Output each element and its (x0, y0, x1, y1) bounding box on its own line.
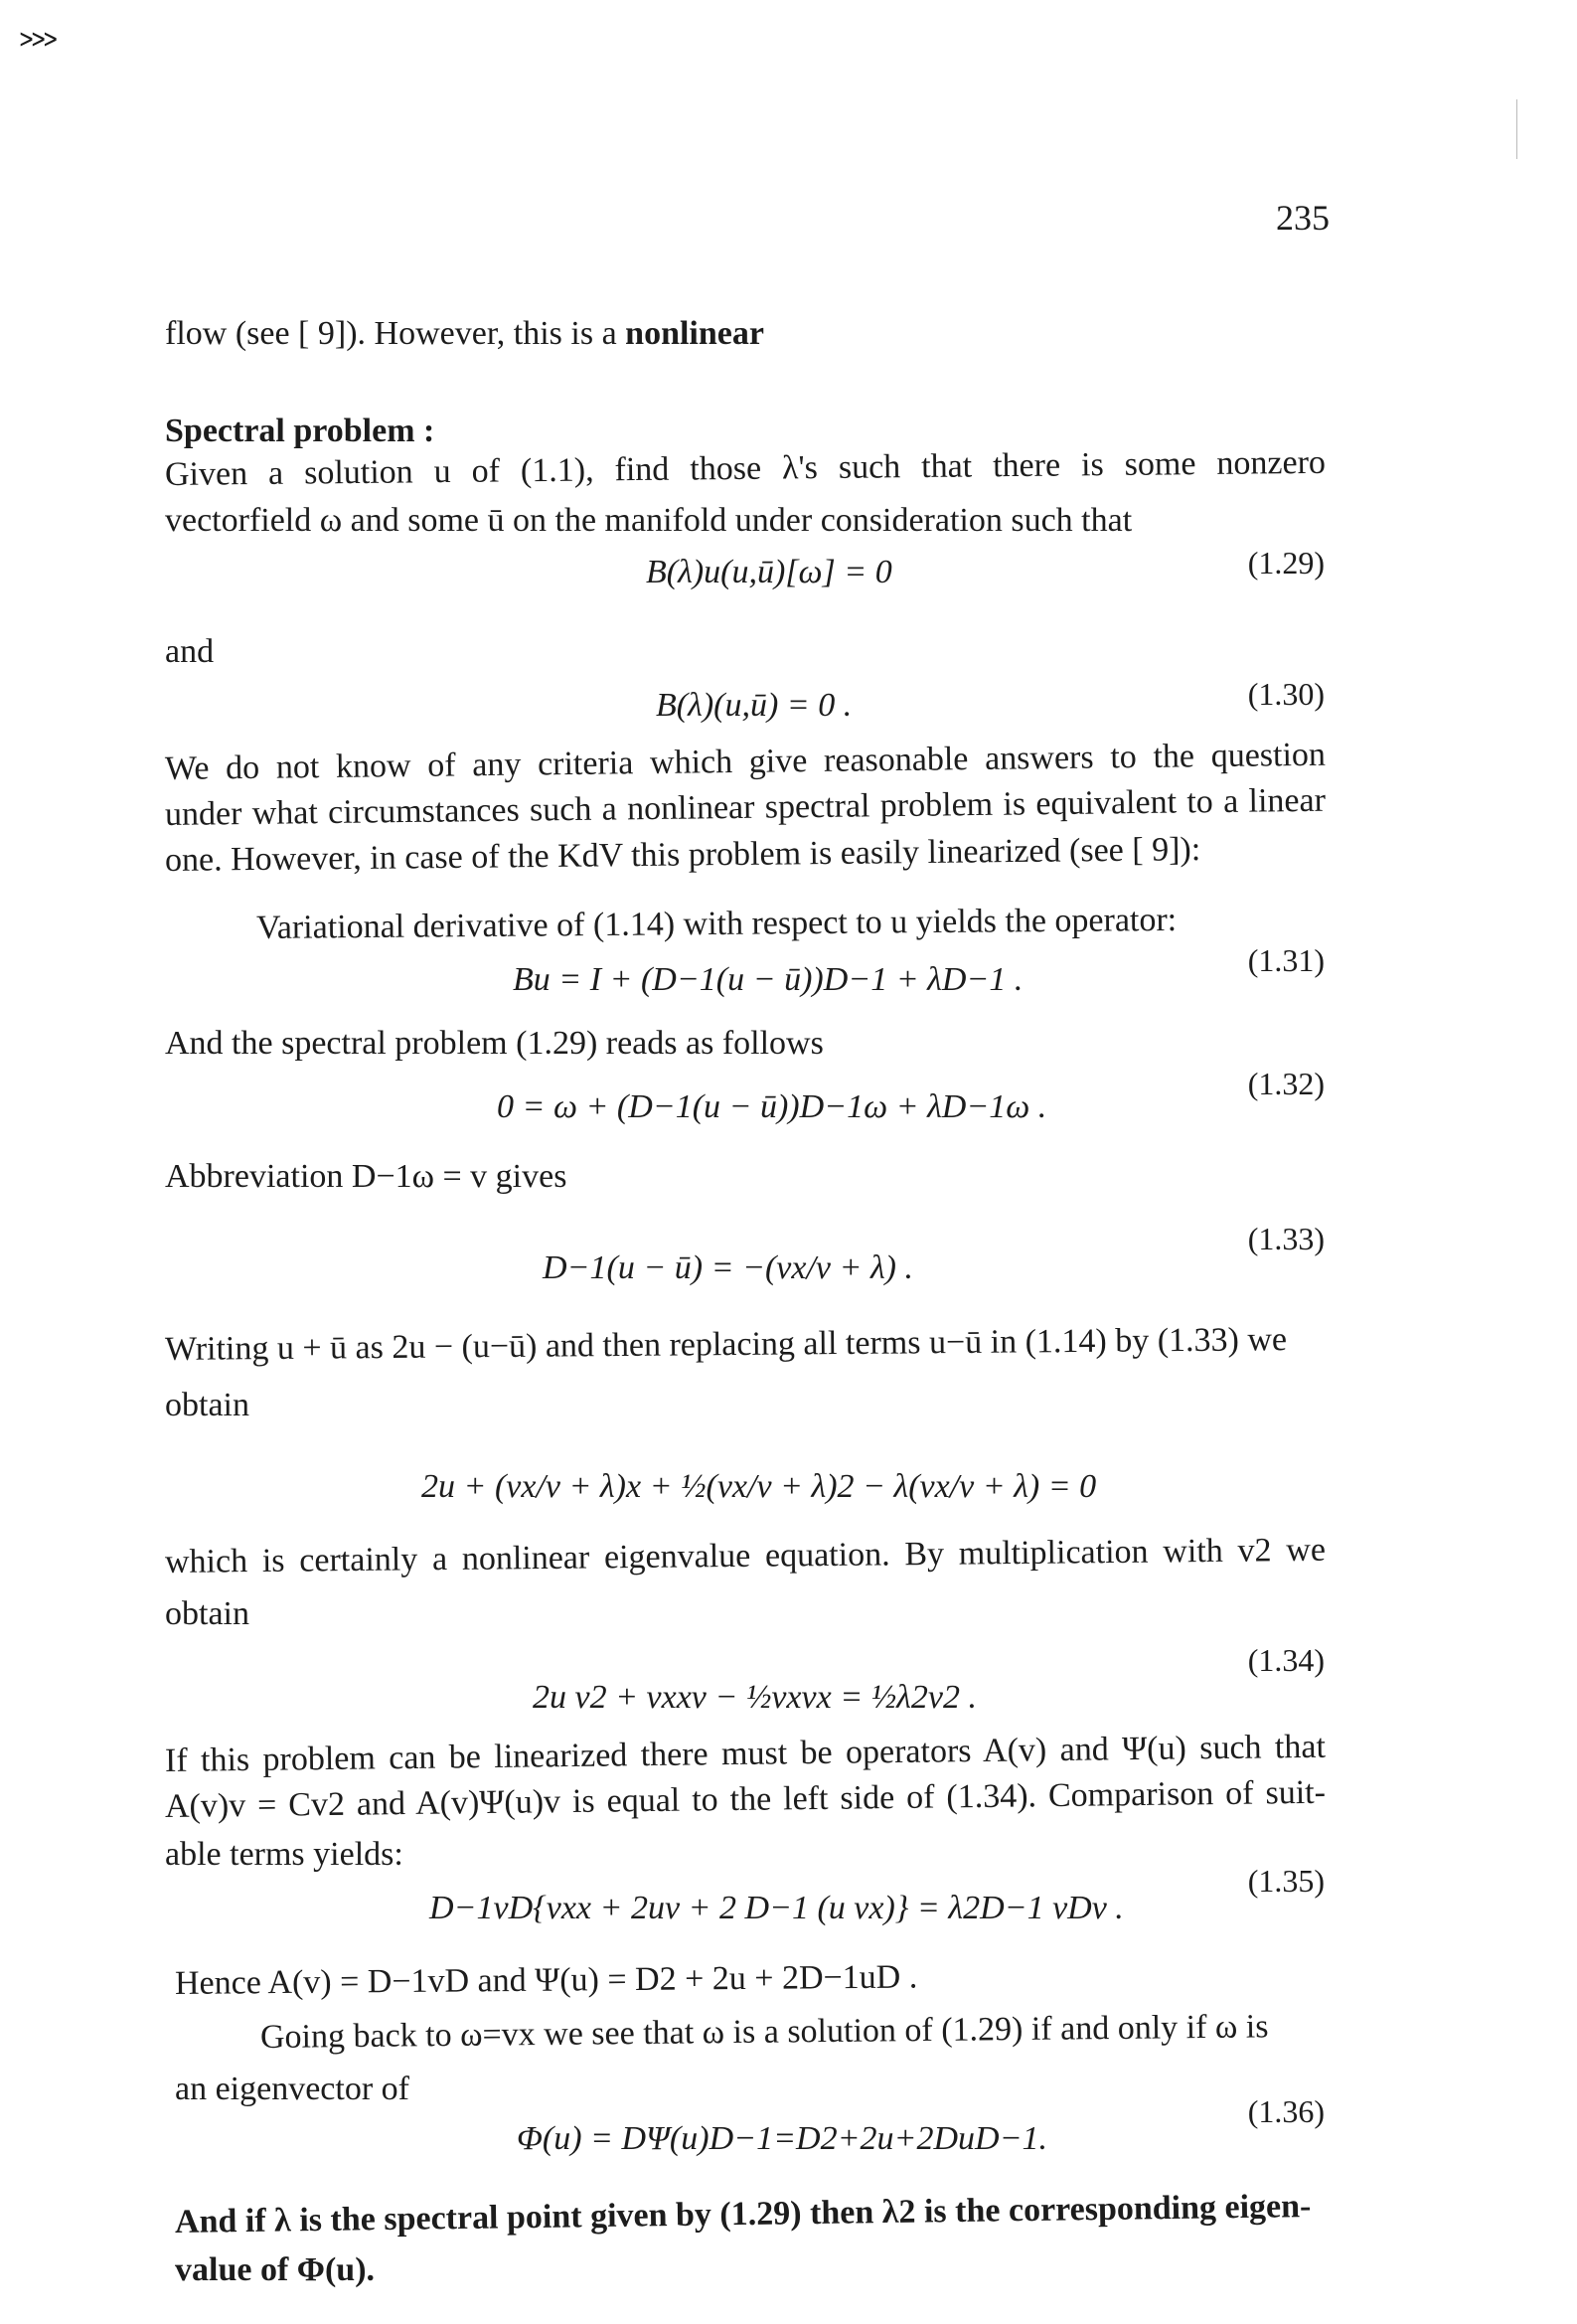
text-line: one. However, in case of the KdV this problem is easily linearized (see [ 9]): (164, 831, 1201, 879)
equation-number: (1.31) (1247, 942, 1325, 978)
text-line: And the spectral problem (1.29) reads as follows (165, 1025, 824, 1062)
text-line: Abbreviation D−1ω = v gives (165, 1158, 567, 1195)
text-line: under what circumstances such a nonlinear spectral problem is equivalent to a linear (164, 781, 1327, 833)
text-line: and (165, 633, 215, 670)
equation-number: (1.34) (1247, 1642, 1325, 1678)
text-line: an eigenvector of (175, 2071, 409, 2107)
text-line: obtain (165, 1387, 249, 1423)
text-line: vectorfield ω and some ū on the manifold under consideration such that (165, 502, 1133, 539)
text-line: obtain (165, 1595, 249, 1632)
equation-1-36: Φ(u) = DΨ(u)D−1=D2+2u+2DuD−1. (517, 2120, 1048, 2157)
text-line: able terms yields: (165, 1836, 403, 1873)
text-line: Going back to ω=vx we see that ω is a solution of (1.29) if and only if ω is (259, 2008, 1269, 2056)
text-line: Given a solution u of (1.1), find those λ's such that there is some nonzero (164, 443, 1327, 493)
equation-1-32: 0 = ω + (D−1(u − ū))D−1ω + λD−1ω . (497, 1088, 1047, 1125)
text-line: Hence A(v) = D−1vD and Ψ(u) = D2 + 2u + 2D−1uD . (174, 1958, 918, 2002)
equation-1-30: B(λ)(u,ū) = 0 . (656, 687, 853, 724)
section-heading: Spectral problem : (165, 413, 435, 449)
text-line: Variational derivative of (1.14) with respect to u yields the operator: (255, 901, 1178, 946)
equation-1-31: Bu = I + (D−1(u − ū))D−1 + λD−1 . (513, 961, 1024, 998)
equation-number: (1.36) (1247, 2093, 1325, 2129)
scan-corner-mark: ᐳᐳᐳ (20, 30, 57, 50)
equation-number: (1.35) (1247, 1863, 1325, 1899)
equation-1-35: D−1vD{vxx + 2uv + 2 D−1 (u vx)} = λ2D−1 vDv . (429, 1890, 1124, 1926)
equation-number: (1.33) (1247, 1221, 1325, 1256)
equation-number: (1.29) (1247, 545, 1325, 581)
text-line: value of Φ(u). (175, 2251, 376, 2288)
text-line: flow (see [ 9]). However, this is a nonlinear (165, 315, 764, 352)
equation-1-34: 2u v2 + vxxv − ½vxvx = ½λ2v2 . (533, 1679, 977, 1716)
equation-1-29: B(λ)u(u,ū)[ω] = 0 (646, 554, 892, 590)
equation-1-33: D−1(u − ū) = −(vx/v + λ) . (543, 1249, 914, 1286)
equation-unnumbered: 2u + (vx/v + λ)x + ½(vx/v + λ)2 − λ(vx/v + λ) = 0 (421, 1468, 1097, 1505)
text-line: A(v)v = Cv2 and A(v)Ψ(u)v is equal to the left side of (1.34). Comparison of suit- (164, 1773, 1327, 1825)
text-line: which is certainly a nonlinear eigenvalue equation. By multiplication with v2 we (164, 1531, 1327, 1580)
scan-edge-mark (1516, 99, 1517, 159)
text-line: We do not know of any criteria which give reasonable answers to the question (164, 736, 1327, 787)
text-line: Writing u + ū as 2u − (u−ū) and then replacing all terms u−ū in (1.14) by (1.33) we (164, 1321, 1288, 1368)
equation-number: (1.30) (1247, 676, 1325, 712)
text-line: And if λ is the spectral point given by (1.29) then λ2 is the corresponding eigen- (174, 2188, 1312, 2241)
page-number: 235 (1276, 198, 1330, 238)
equation-number: (1.32) (1247, 1066, 1325, 1101)
text-line: If this problem can be linearized there must be operators A(v) and Ψ(u) such that (164, 1728, 1327, 1779)
